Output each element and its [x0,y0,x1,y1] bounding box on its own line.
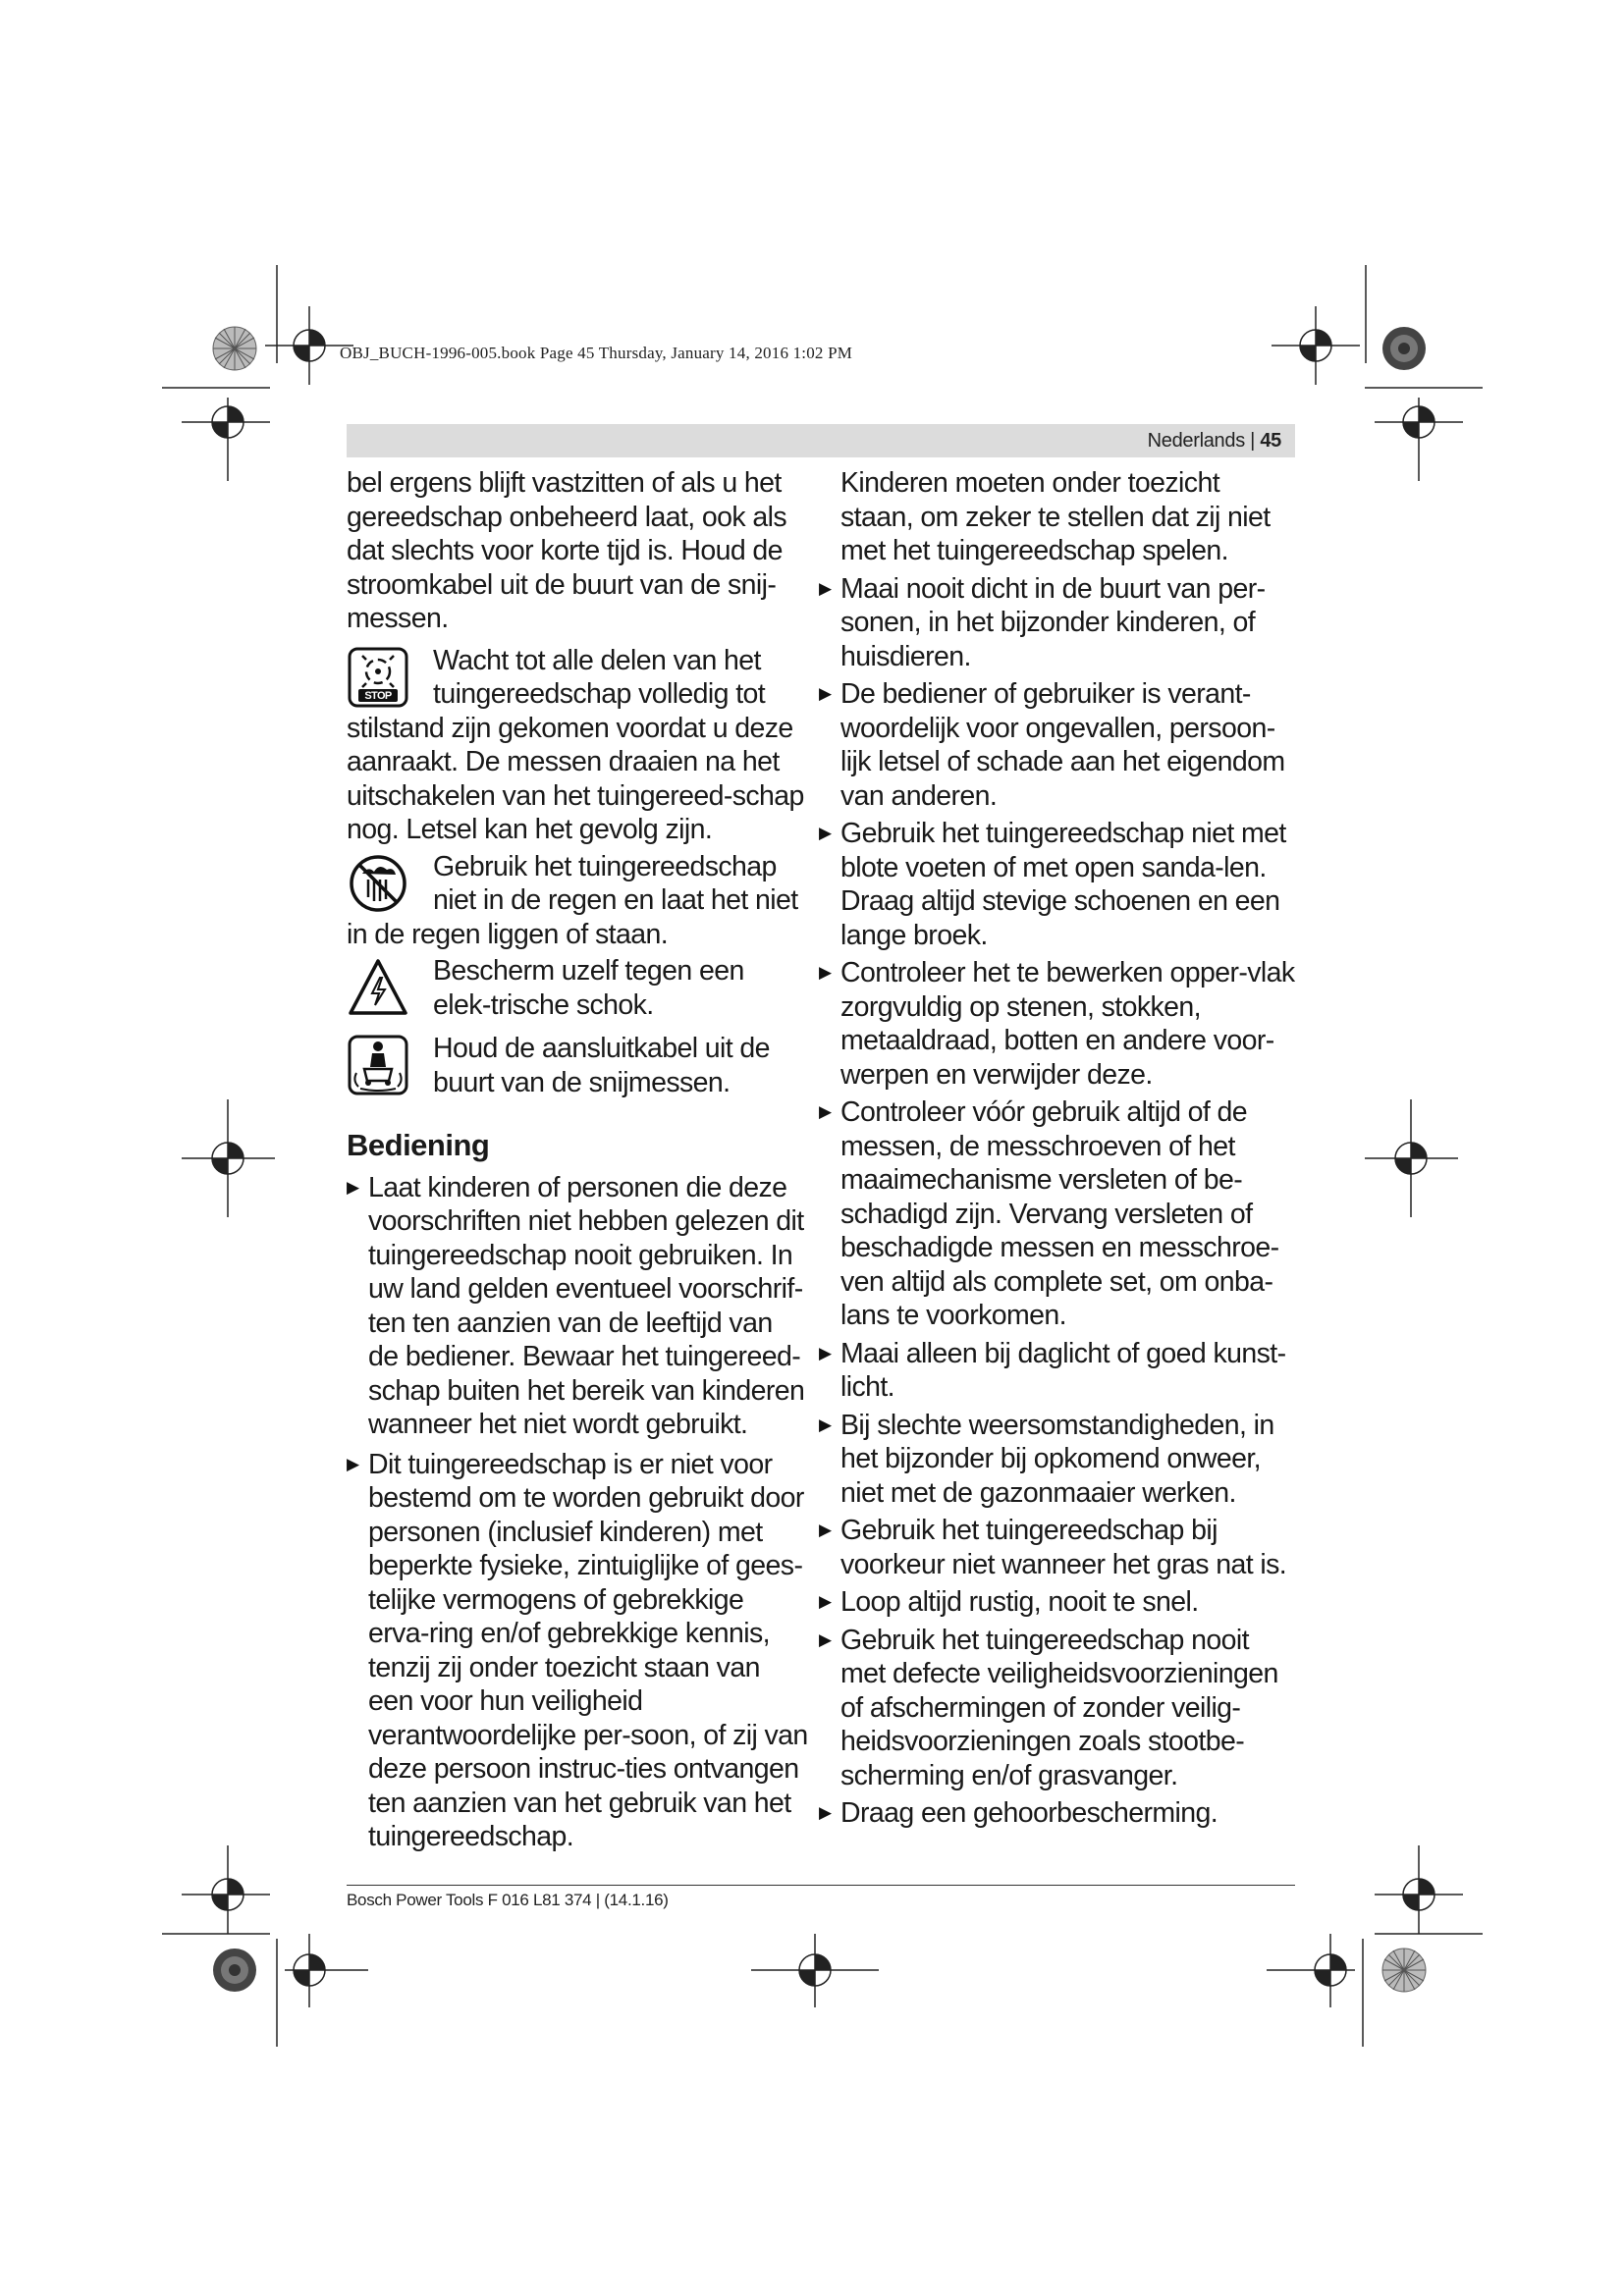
intro-paragraph: bel ergens blijft vastzitten of als u het gereedschap onbeheerd laat, ook als dat slechts voor korte tijd is. Houd de stroomkabel uit de buurt van de snij-messen. [347,467,787,634]
warning-text: Wacht tot alle delen van het tuingereedschap volledig tot stilstand zijn gekomen voordat u deze aanraakt. De messen draaien na het uitschakelen van het tuingereed-schap nog. Letsel kan het gevolg zijn. [347,644,804,845]
registration-mark-top-right [1360,265,1380,373]
list-item: ▶ De bediener of gebruiker is verant-woordelijk voor ongevallen, persoon-lijk letsel of schade aan het eigendom van anderen. [819,677,1299,813]
page-number: 45 [1260,430,1281,452]
right-column [840,466,1299,1835]
bediening-list [347,1171,808,1854]
crosshair-mark [1272,306,1360,385]
list-item: ▶ Controleer vóór gebruik altijd of de messen, de messchroeven of het maaimechanisme versleten of be-schadigd zijn. Vervang versleten of beschadigde messen en messchroe-ven altijd als complete set, om onba-lans te voorkomen. [819,1095,1299,1333]
crosshair-mark [1267,1929,1375,2047]
crosshair-mark [265,1929,373,2047]
list-item: ▶ Gebruik het tuingereedschap bij voorkeur niet wanneer het gras nat is. [819,1514,1299,1581]
crosshair-mark [1365,1099,1463,1217]
header-separator: | [1250,430,1256,452]
list-item: ▶ Dit tuingereedschap is er niet voor bestemd om te worden gebruikt door personen (inclusief kinderen) met beperkte fysieke, zintuiglijke of gees-telijke vermogens of gebrekkige erva-ring en/of gebrekkige kennis, tenzij zij onder toezicht staan van een voor hun veiligheid verantwoordelijke per-soon, of zij van deze persoon instruc-ties ontvangen ten aanzien van het gebruik van het tuingereedschap. [347,1448,808,1854]
color-wheel-mark [210,324,259,373]
keep-cable-away-icon [347,1034,409,1096]
warning-text: Houd de aansluitkabel uit de buurt van de snijmessen. [433,1033,770,1098]
list-item: ▶ Draag een gehoorbescherming. [819,1796,1299,1831]
warning-block [347,644,808,847]
crosshair-mark [751,1929,879,2007]
color-wheel-mark [1380,1946,1429,1995]
crosshair-mark [1345,378,1483,486]
crosshair-mark [182,1099,280,1217]
list-item: ▶ Controleer het te bewerken opper-vlak zorgvuldig op stenen, stokken, metaaldraad, botten en andere voor-werpen en verwijder deze. [819,956,1299,1092]
warning-block [347,954,808,1022]
list-item: ▶ Laat kinderen of personen die deze voorschriften niet hebben gelezen dit tuingereedschap nooit gebruiken. In uw land gelden eventueel voorschrif-ten ten aanzien van de leeftijd van de bediener. Bewaar het tuingereed-schap buiten het bereik van kinderen wanneer het niet wordt gebruikt. [347,1171,808,1442]
page-header-bar [347,424,1295,457]
warning-text: Gebruik het tuingereedschap niet in de regen en laat het niet in de regen liggen of staan. [347,850,798,950]
warning-block [347,850,808,952]
list-item: ▶ Maai alleen bij daglicht of goed kunst-licht. [819,1337,1299,1405]
crosshair-mark [162,378,299,486]
list-item: ▶ Maai nooit dicht in de buurt van per-sonen, in het bijzonder kinderen, of huisdieren. [819,572,1299,674]
color-wheel-mark [210,1946,259,1995]
list-item: ▶ Loop altijd rustig, nooit te snel. [819,1585,1299,1620]
list-item: ▶ Gebruik het tuingereedschap nooit met defecte veiligheidsvoorzieningen of afschermingen of zonder veilig-heidsvoorzieningen zoals stootbe-scherming en/of grasvanger. [819,1624,1299,1793]
footer-text: Bosch Power Tools F 016 L81 374 | (14.1.16) [347,1891,669,1909]
header-language-page [1148,430,1281,453]
book-file-info: OBJ_BUCH-1996-005.book Page 45 Thursday, January 14, 2016 1:02 PM [340,344,853,362]
section-title: Bediening [347,1128,490,1162]
header-language: Nederlands [1147,430,1245,452]
electric-shock-warning-icon [347,956,409,1019]
list-item: ▶ Bij slechte weersomstandigheden, in het bijzonder bij opkomend onweer, niet met de gazonmaaier werken. [819,1409,1299,1511]
list-item: ▶ Gebruik het tuingereedschap niet met blote voeten of met open sanda-len. Draag altijd stevige schoenen en een lange broek. [819,817,1299,952]
continuation-paragraph: Kinderen moeten onder toezicht staan, om zeker te stellen dat zij niet met het tuingereedschap spelen. [840,467,1271,566]
stop-label: STOP [364,689,392,702]
safety-list [819,572,1299,1831]
left-column [347,466,808,1858]
warning-text: Bescherm uzelf tegen een elek-trische schok. [433,955,744,1021]
rotating-blades-stop-icon [347,646,409,709]
no-rain-icon [347,852,409,915]
color-wheel-mark [1380,324,1429,373]
warning-block [347,1032,808,1099]
footer-rule [347,1885,1295,1886]
